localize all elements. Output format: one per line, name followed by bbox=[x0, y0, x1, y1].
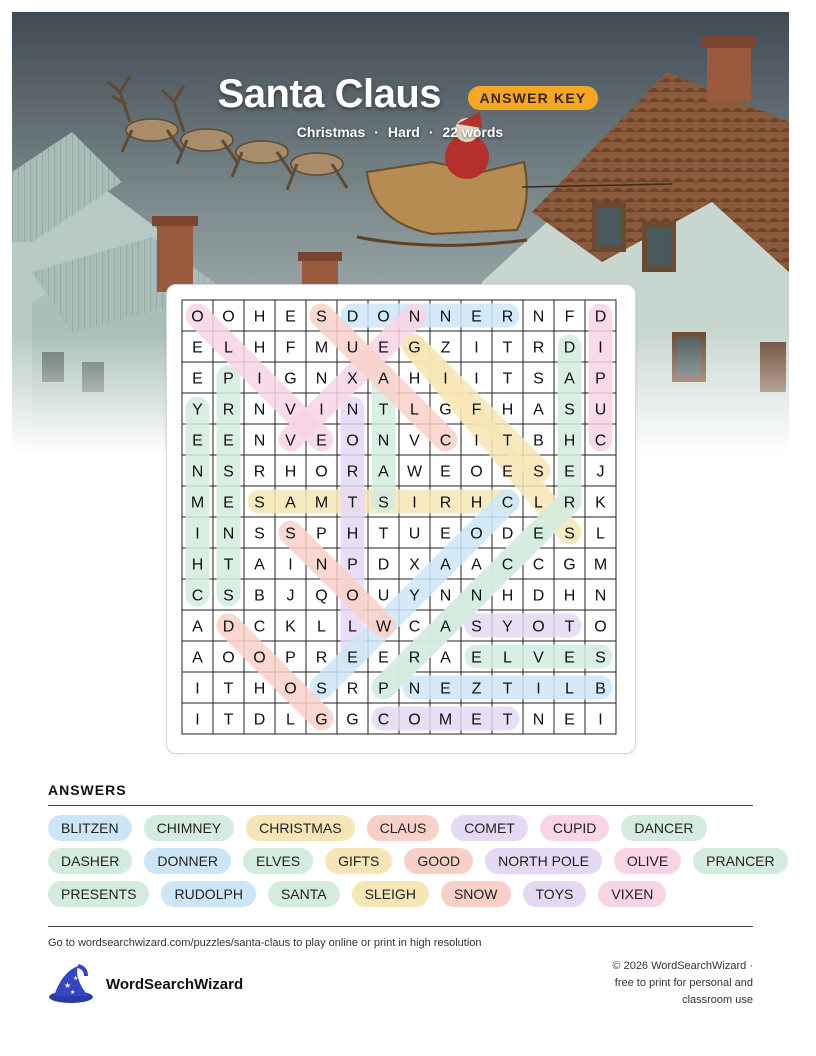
grid-letter: E bbox=[192, 432, 203, 450]
grid-letter: E bbox=[471, 649, 482, 667]
grid-letter: S bbox=[533, 370, 544, 388]
grid-letter: E bbox=[440, 525, 451, 543]
grid-letter: O bbox=[532, 618, 545, 636]
grid-letter: A bbox=[440, 618, 451, 636]
grid-letter: E bbox=[564, 711, 575, 729]
answers-divider bbox=[48, 805, 753, 806]
grid-letter: E bbox=[378, 649, 389, 667]
grid-letter: V bbox=[409, 432, 420, 450]
grid-letter: N bbox=[222, 525, 235, 543]
grid-letter: S bbox=[285, 525, 296, 543]
grid-letter: R bbox=[315, 649, 328, 667]
grid-letter: R bbox=[501, 308, 514, 326]
grid-letter: A bbox=[254, 556, 265, 574]
grid-letter: U bbox=[594, 401, 607, 419]
grid-letter: H bbox=[563, 587, 576, 605]
grid-letter: C bbox=[439, 432, 452, 450]
grid-letter: I bbox=[598, 339, 603, 357]
brand[interactable] bbox=[48, 964, 243, 1004]
grid-letter: D bbox=[377, 556, 390, 574]
grid-letter: C bbox=[501, 556, 514, 574]
grid-letter: S bbox=[471, 618, 482, 636]
grid-letter: N bbox=[439, 308, 452, 326]
grid-letter: I bbox=[474, 432, 479, 450]
grid-letter: S bbox=[223, 463, 234, 481]
grid-letter: A bbox=[533, 401, 544, 419]
answers-heading: ANSWERS bbox=[48, 782, 127, 798]
copyright-line: free to print for personal and bbox=[614, 977, 753, 989]
answer-chip: SLEIGH bbox=[352, 881, 429, 907]
grid-letter: S bbox=[595, 649, 606, 667]
grid-letter: G bbox=[315, 711, 328, 729]
grid-letter: E bbox=[440, 463, 451, 481]
grid-letter: J bbox=[286, 587, 295, 605]
grid-letter: N bbox=[532, 308, 545, 326]
grid-letter: J bbox=[596, 463, 605, 481]
grid-letter: O bbox=[470, 525, 483, 543]
grid-letter: H bbox=[284, 463, 297, 481]
grid-letter: O bbox=[377, 308, 390, 326]
grid-letter: I bbox=[257, 370, 262, 388]
grid-letter: K bbox=[285, 618, 296, 636]
grid-letter: O bbox=[594, 618, 607, 636]
grid-letter: U bbox=[346, 339, 359, 357]
grid-letter: E bbox=[564, 649, 575, 667]
grid-letter: F bbox=[471, 401, 482, 419]
answer-chip: GOOD bbox=[404, 848, 473, 874]
grid-letter: N bbox=[408, 680, 421, 698]
grid-letter: R bbox=[346, 463, 359, 481]
grid-letter: E bbox=[192, 370, 203, 388]
grid-letter: H bbox=[346, 525, 359, 543]
grid-letter: T bbox=[378, 401, 389, 419]
answer-chip: RUDOLPH bbox=[161, 881, 255, 907]
grid-letter: T bbox=[223, 680, 234, 698]
grid-letter: R bbox=[532, 339, 545, 357]
grid-letter: N bbox=[532, 711, 545, 729]
grid-letter: S bbox=[564, 401, 575, 419]
grid-letter: H bbox=[253, 680, 266, 698]
answer-chip-row bbox=[48, 848, 775, 874]
grid-letter: A bbox=[471, 556, 482, 574]
grid-letter: A bbox=[192, 649, 203, 667]
grid-letter: I bbox=[195, 525, 200, 543]
svg-text:★: ★ bbox=[73, 975, 79, 982]
grid-letter: L bbox=[410, 401, 419, 419]
grid-letter: E bbox=[316, 432, 327, 450]
grid-letter: E bbox=[378, 339, 389, 357]
grid-letter: S bbox=[533, 463, 544, 481]
grid-letter: E bbox=[440, 680, 451, 698]
grid-letter: O bbox=[346, 432, 359, 450]
grid-letter: O bbox=[222, 649, 235, 667]
grid-letter: C bbox=[501, 494, 514, 512]
grid-letter: I bbox=[598, 711, 603, 729]
grid-letter: A bbox=[378, 370, 389, 388]
grid-letter: T bbox=[347, 494, 358, 512]
grid-letter: D bbox=[222, 618, 235, 636]
grid-letter: T bbox=[502, 370, 513, 388]
grid-letter: I bbox=[443, 370, 448, 388]
grid-letter: I bbox=[195, 680, 200, 698]
grid-letter: L bbox=[596, 525, 605, 543]
grid-letter: X bbox=[347, 370, 358, 388]
grid-letter: E bbox=[223, 432, 234, 450]
grid-letter: M bbox=[314, 339, 329, 357]
answer-chip: BLITZEN bbox=[48, 815, 132, 841]
grid-letter: C bbox=[594, 432, 607, 450]
grid-letter: G bbox=[563, 556, 576, 574]
grid-letter: N bbox=[315, 556, 328, 574]
grid-letter: Y bbox=[502, 618, 513, 636]
grid-letter: P bbox=[223, 370, 234, 388]
grid-letter: G bbox=[439, 401, 452, 419]
grid-letter: A bbox=[440, 649, 451, 667]
copyright-line: classroom use bbox=[682, 994, 753, 1006]
grid-letter: N bbox=[253, 401, 266, 419]
grid-letter: P bbox=[347, 556, 358, 574]
answer-chip: CHRISTMAS bbox=[246, 815, 354, 841]
grid-letter: N bbox=[439, 587, 452, 605]
grid-letter: E bbox=[347, 649, 358, 667]
grid-letter: F bbox=[285, 339, 296, 357]
grid-letter: T bbox=[223, 556, 234, 574]
grid-letter: U bbox=[408, 525, 421, 543]
grid-letter: E bbox=[285, 308, 296, 326]
answer-chip: NORTH POLE bbox=[485, 848, 602, 874]
title-row bbox=[0, 72, 816, 117]
grid-letter: D bbox=[563, 339, 576, 357]
grid-letter: N bbox=[594, 587, 607, 605]
grid-letter: T bbox=[502, 680, 513, 698]
grid-letter: E bbox=[533, 525, 544, 543]
grid-letter: D bbox=[594, 308, 607, 326]
grid-letter: T bbox=[564, 618, 575, 636]
difficulty-label: Hard bbox=[387, 124, 420, 140]
grid-letter: B bbox=[533, 432, 544, 450]
grid-letter: S bbox=[254, 525, 265, 543]
grid-letter: H bbox=[408, 370, 421, 388]
grid-letter: B bbox=[595, 680, 606, 698]
grid-letter: L bbox=[565, 680, 574, 698]
grid-letter: E bbox=[471, 308, 482, 326]
grid-letter: G bbox=[408, 339, 421, 357]
grid-letter: C bbox=[408, 618, 421, 636]
grid-letter: N bbox=[315, 370, 328, 388]
grid-letter: T bbox=[502, 711, 513, 729]
grid-letter: M bbox=[593, 556, 608, 574]
answer-chip: DANCER bbox=[621, 815, 706, 841]
grid-letter: P bbox=[316, 525, 327, 543]
grid-letter: O bbox=[346, 587, 359, 605]
grid-letter: B bbox=[254, 587, 265, 605]
answer-chip: SANTA bbox=[268, 881, 340, 907]
grid-letter: A bbox=[564, 370, 575, 388]
grid-letter: R bbox=[408, 649, 421, 667]
grid-letter: H bbox=[563, 432, 576, 450]
grid-letter: P bbox=[378, 680, 389, 698]
wizard-hat-icon bbox=[48, 964, 94, 1004]
answer-chip: COMET bbox=[451, 815, 528, 841]
grid-letter: R bbox=[439, 494, 452, 512]
grid-letter: I bbox=[474, 370, 479, 388]
grid-letter: N bbox=[470, 587, 483, 605]
grid-letter: K bbox=[595, 494, 606, 512]
grid-letter: F bbox=[564, 308, 575, 326]
answer-chip: ELVES bbox=[243, 848, 313, 874]
grid-letter: L bbox=[534, 494, 543, 512]
grid-letter: O bbox=[253, 649, 266, 667]
grid-letter: T bbox=[378, 525, 389, 543]
grid-letter: I bbox=[195, 711, 200, 729]
grid-letter: C bbox=[377, 711, 390, 729]
grid-letter: O bbox=[408, 711, 421, 729]
answer-chip-row bbox=[48, 881, 768, 907]
grid-letter: V bbox=[285, 432, 296, 450]
grid-letter: X bbox=[409, 556, 420, 574]
grid-letter: A bbox=[440, 556, 451, 574]
answer-chip: VIXEN bbox=[598, 881, 666, 907]
grid-letter: V bbox=[533, 649, 544, 667]
grid-letter: A bbox=[192, 618, 203, 636]
answer-chip-list bbox=[48, 815, 775, 914]
answer-chip: CHIMNEY bbox=[144, 815, 235, 841]
grid-letter: R bbox=[253, 463, 266, 481]
grid-letter: N bbox=[346, 401, 359, 419]
grid-letter: D bbox=[532, 587, 545, 605]
grid-letter: S bbox=[223, 587, 234, 605]
answer-chip: OLIVE bbox=[614, 848, 681, 874]
svg-text:★: ★ bbox=[70, 989, 76, 996]
grid-letter: H bbox=[253, 339, 266, 357]
answer-chip: DONNER bbox=[144, 848, 231, 874]
word-count-label: 22 words bbox=[442, 124, 504, 140]
grid-letter: L bbox=[224, 339, 233, 357]
grid-letter: G bbox=[346, 711, 359, 729]
answer-chip: PRANCER bbox=[693, 848, 787, 874]
answer-chip: TOYS bbox=[523, 881, 587, 907]
puzzle-card bbox=[166, 284, 636, 754]
grid-letter: I bbox=[412, 494, 417, 512]
grid-letter: H bbox=[501, 587, 514, 605]
brand-name: WordSearchWizard bbox=[106, 975, 244, 993]
separator-dot: · bbox=[428, 124, 434, 140]
grid-letter: P bbox=[595, 370, 606, 388]
page-title: Santa Claus bbox=[217, 72, 442, 116]
grid-letter: D bbox=[253, 711, 266, 729]
grid-letter: S bbox=[254, 494, 265, 512]
word-search-grid bbox=[167, 285, 635, 753]
grid-letter: D bbox=[501, 525, 514, 543]
grid-letter: W bbox=[375, 618, 392, 636]
grid-letter: A bbox=[285, 494, 296, 512]
grid-letter: E bbox=[192, 339, 203, 357]
grid-letter: H bbox=[253, 308, 266, 326]
grid-letter: S bbox=[564, 525, 575, 543]
grid-letter: O bbox=[191, 308, 204, 326]
answer-chip: PRESENTS bbox=[48, 881, 149, 907]
grid-letter: R bbox=[222, 401, 235, 419]
answer-chip: SNOW bbox=[441, 881, 511, 907]
grid-letter: L bbox=[286, 711, 295, 729]
copyright-notice bbox=[553, 958, 753, 1009]
grid-letter: T bbox=[223, 711, 234, 729]
grid-letter: T bbox=[502, 432, 513, 450]
grid-letter: D bbox=[346, 308, 359, 326]
grid-letter: M bbox=[190, 494, 205, 512]
grid-letter: E bbox=[502, 463, 513, 481]
grid-letter: C bbox=[253, 618, 266, 636]
grid-letter: T bbox=[502, 339, 513, 357]
grid-letter: P bbox=[285, 649, 296, 667]
grid-letter: W bbox=[406, 463, 423, 481]
svg-text:★: ★ bbox=[64, 981, 72, 990]
grid-letter: Q bbox=[315, 587, 328, 605]
category-label: Christmas bbox=[296, 124, 366, 140]
grid-letter: N bbox=[191, 463, 204, 481]
grid-letter: L bbox=[348, 618, 357, 636]
grid-letter: I bbox=[536, 680, 541, 698]
grid-letter: H bbox=[501, 401, 514, 419]
grid-letter: S bbox=[316, 308, 327, 326]
answer-chip: GIFTS bbox=[325, 848, 392, 874]
footer-url-text: Go to wordsearchwizard.com/puzzles/santa-claus to play online or print in high resolution bbox=[48, 937, 482, 949]
grid-letter: I bbox=[288, 556, 293, 574]
grid-letter: O bbox=[222, 308, 235, 326]
grid-letter: H bbox=[191, 556, 204, 574]
grid-letter: Z bbox=[471, 680, 482, 698]
grid-letter: M bbox=[314, 494, 329, 512]
answer-chip: CUPID bbox=[540, 815, 610, 841]
grid-letter: V bbox=[285, 401, 296, 419]
grid-letter: G bbox=[284, 370, 297, 388]
grid-letter: C bbox=[191, 587, 204, 605]
grid-letter: O bbox=[315, 463, 328, 481]
grid-letter: E bbox=[471, 711, 482, 729]
grid-letter: I bbox=[319, 401, 324, 419]
grid-letter: C bbox=[532, 556, 545, 574]
grid-letter: O bbox=[470, 463, 483, 481]
grid-letter: I bbox=[474, 339, 479, 357]
grid-letter: L bbox=[317, 618, 326, 636]
grid-letter: O bbox=[284, 680, 297, 698]
grid-letter: H bbox=[470, 494, 483, 512]
puzzle-meta bbox=[0, 124, 800, 140]
grid-letter: U bbox=[377, 587, 390, 605]
grid-letter: N bbox=[377, 432, 390, 450]
grid-letter: N bbox=[253, 432, 266, 450]
grid-letter: Y bbox=[192, 401, 203, 419]
grid-letter: E bbox=[223, 494, 234, 512]
copyright-line: © 2026 WordSearchWizard · bbox=[612, 960, 753, 972]
grid-letter: M bbox=[438, 711, 453, 729]
grid-letter: A bbox=[378, 463, 389, 481]
answer-key-badge: ANSWER KEY bbox=[468, 86, 599, 110]
answer-chip-row bbox=[48, 815, 768, 841]
grid-letter: L bbox=[503, 649, 512, 667]
grid-letter: R bbox=[346, 680, 359, 698]
grid-letter: S bbox=[316, 680, 327, 698]
footer-divider bbox=[48, 926, 753, 927]
answer-chip: CLAUS bbox=[367, 815, 440, 841]
grid-letter: R bbox=[563, 494, 576, 512]
grid-letter: Y bbox=[409, 587, 420, 605]
grid-letter: Z bbox=[440, 339, 451, 357]
answer-chip: DASHER bbox=[48, 848, 132, 874]
grid-letter: N bbox=[408, 308, 421, 326]
grid-letter: S bbox=[378, 494, 389, 512]
grid-letter: E bbox=[564, 463, 575, 481]
separator-dot: · bbox=[374, 124, 379, 140]
